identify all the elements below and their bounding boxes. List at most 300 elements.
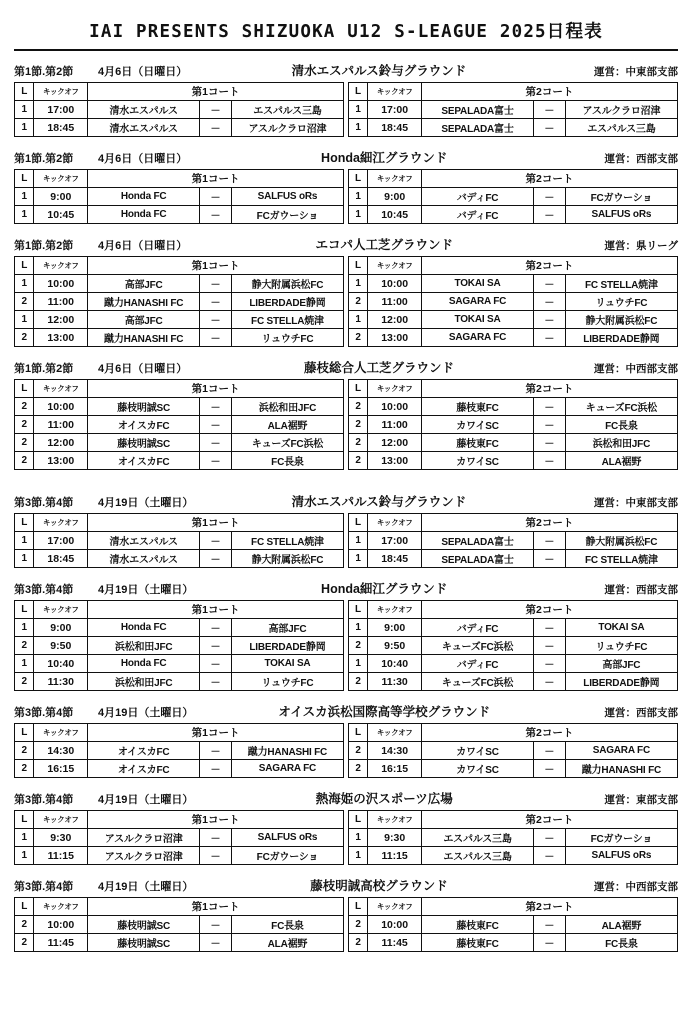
venue-header (14, 579, 678, 597)
league-level: 2 (348, 673, 367, 691)
home-team: Honda FC (88, 619, 200, 637)
kickoff-time: 14:30 (368, 742, 422, 760)
round-label: 第1節.第2節 (14, 66, 74, 78)
league-level: 1 (15, 311, 34, 329)
home-team: SAGARA FC (421, 329, 533, 347)
home-team: オイスカFC (88, 760, 200, 778)
venue-block (14, 148, 678, 224)
header-kickoff-court1: キックオフ (34, 380, 88, 398)
kickoff-time: 13:00 (368, 329, 422, 347)
kickoff-time: 12:00 (368, 434, 422, 452)
away-team: FC STELLA焼津 (565, 550, 677, 568)
league-level: 1 (15, 188, 34, 206)
header-court2: 第2コート (421, 83, 677, 101)
league-level: 2 (348, 934, 367, 952)
header-kickoff-court2: キックオフ (368, 898, 422, 916)
versus-separator: － (200, 619, 232, 637)
table-row (15, 847, 678, 865)
table-row (15, 742, 678, 760)
league-level: 1 (348, 655, 367, 673)
away-team: FC長泉 (565, 416, 677, 434)
header-l-court1: L (15, 898, 34, 916)
league-level: 2 (348, 416, 367, 434)
round-label: 第1節.第2節 (14, 153, 74, 165)
header-l-court1: L (15, 601, 34, 619)
kickoff-time: 18:45 (368, 550, 422, 568)
away-team: LIBERDADE静岡 (565, 673, 677, 691)
table-row (15, 188, 678, 206)
home-team: 藤枝明誠SC (88, 398, 200, 416)
home-team: TOKAI SA (421, 311, 533, 329)
home-team: Honda FC (88, 188, 200, 206)
table-row (15, 416, 678, 434)
home-team: 蹴力HANASHI FC (88, 329, 200, 347)
venue-name: Honda細江グラウンド (321, 151, 448, 165)
kickoff-time: 10:00 (368, 916, 422, 934)
versus-separator: － (200, 398, 232, 416)
table-row (15, 452, 678, 470)
header-l-court2: L (348, 601, 367, 619)
versus-separator: － (534, 206, 566, 224)
organizer-label: 運営：中東部支部 (594, 497, 678, 509)
away-team: 蹴力HANASHI FC (565, 760, 677, 778)
versus-separator: － (200, 934, 232, 952)
league-level: 1 (15, 847, 34, 865)
away-team: 静大附属浜松FC (231, 275, 343, 293)
league-level: 1 (15, 829, 34, 847)
organizer-label: 運営：東部支部 (604, 794, 678, 806)
versus-separator: － (534, 829, 566, 847)
venue-block (14, 702, 678, 778)
home-team: エスパルス三島 (421, 847, 533, 865)
kickoff-time: 9:30 (34, 829, 88, 847)
kickoff-time: 12:00 (34, 311, 88, 329)
header-l-court1: L (15, 724, 34, 742)
league-level: 2 (348, 293, 367, 311)
match-date: 4月19日（土曜日） (98, 584, 194, 596)
header-kickoff-court2: キックオフ (368, 811, 422, 829)
kickoff-time: 12:00 (368, 311, 422, 329)
match-table (14, 513, 678, 568)
league-level: 2 (348, 452, 367, 470)
home-team: Honda FC (88, 655, 200, 673)
away-team: SALFUS oRs (231, 829, 343, 847)
away-team: TOKAI SA (565, 619, 677, 637)
away-team: リュウチFC (231, 329, 343, 347)
versus-separator: － (200, 275, 232, 293)
table-row (15, 434, 678, 452)
home-team: SAGARA FC (421, 293, 533, 311)
kickoff-time: 17:00 (34, 532, 88, 550)
header-l-court2: L (348, 83, 367, 101)
away-team: 高部JFC (565, 655, 677, 673)
away-team: リュウチFC (231, 673, 343, 691)
away-team: FC長泉 (565, 934, 677, 952)
versus-separator: － (200, 329, 232, 347)
versus-separator: － (200, 760, 232, 778)
league-level: 2 (15, 293, 34, 311)
header-court1: 第1コート (88, 380, 344, 398)
versus-separator: － (200, 416, 232, 434)
versus-separator: － (534, 742, 566, 760)
away-team: アスルクラロ沼津 (231, 119, 343, 137)
versus-separator: － (534, 275, 566, 293)
away-team: アスルクラロ沼津 (565, 101, 677, 119)
match-table (14, 169, 678, 224)
venue-header (14, 876, 678, 894)
header-kickoff-court1: キックオフ (34, 257, 88, 275)
away-team: FC STELLA焼津 (565, 275, 677, 293)
header-l-court1: L (15, 83, 34, 101)
league-level: 1 (348, 275, 367, 293)
league-level: 2 (15, 673, 34, 691)
kickoff-time: 13:00 (368, 452, 422, 470)
versus-separator: － (534, 673, 566, 691)
header-court2: 第2コート (421, 257, 677, 275)
away-team: FCガウーショ (231, 847, 343, 865)
away-team: ALA裾野 (565, 916, 677, 934)
header-kickoff-court1: キックオフ (34, 514, 88, 532)
versus-separator: － (534, 655, 566, 673)
home-team: カワイSC (421, 452, 533, 470)
versus-separator: － (200, 916, 232, 934)
match-table (14, 810, 678, 865)
away-team: キューズFC浜松 (231, 434, 343, 452)
venue-name: エコパ人工芝グラウンド (315, 238, 453, 252)
versus-separator: － (200, 532, 232, 550)
home-team: 蹴力HANASHI FC (88, 293, 200, 311)
league-level: 1 (348, 311, 367, 329)
home-team: バディFC (421, 188, 533, 206)
kickoff-time: 11:15 (368, 847, 422, 865)
versus-separator: － (200, 637, 232, 655)
kickoff-time: 18:45 (34, 119, 88, 137)
organizer-label: 運営：中西部支部 (594, 881, 678, 893)
header-kickoff-court2: キックオフ (368, 257, 422, 275)
match-table (14, 600, 678, 691)
league-level: 2 (15, 916, 34, 934)
league-level: 1 (15, 119, 34, 137)
home-team: SEPALADA富士 (421, 532, 533, 550)
kickoff-time: 11:30 (368, 673, 422, 691)
league-level: 2 (15, 637, 34, 655)
versus-separator: － (534, 550, 566, 568)
venue-header (14, 789, 678, 807)
kickoff-time: 12:00 (34, 434, 88, 452)
table-row (15, 119, 678, 137)
venue-header (14, 235, 678, 253)
league-level: 2 (348, 760, 367, 778)
away-team: 蹴力HANASHI FC (231, 742, 343, 760)
home-team: 藤枝明誠SC (88, 434, 200, 452)
venue-name: 藤枝明誠高校グラウンド (310, 879, 448, 893)
home-team: 清水エスパルス (88, 101, 200, 119)
kickoff-time: 9:50 (368, 637, 422, 655)
away-team: FC長泉 (231, 452, 343, 470)
match-date: 4月19日（土曜日） (98, 794, 194, 806)
kickoff-time: 10:00 (34, 275, 88, 293)
venue-name: オイスカ浜松国際高等学校グラウンド (278, 705, 491, 719)
header-l-court1: L (15, 380, 34, 398)
table-row (15, 550, 678, 568)
venue-block (14, 358, 678, 470)
away-team: FCガウーショ (565, 188, 677, 206)
venue-block (14, 492, 678, 568)
league-level: 1 (348, 847, 367, 865)
kickoff-time: 17:00 (368, 101, 422, 119)
league-level: 2 (15, 416, 34, 434)
round-label: 第3節.第4節 (14, 497, 74, 509)
versus-separator: － (200, 655, 232, 673)
round-label: 第3節.第4節 (14, 794, 74, 806)
header-kickoff-court2: キックオフ (368, 514, 422, 532)
home-team: 浜松和田JFC (88, 673, 200, 691)
away-team: SAGARA FC (565, 742, 677, 760)
kickoff-time: 17:00 (368, 532, 422, 550)
league-level: 1 (15, 619, 34, 637)
header-court2: 第2コート (421, 898, 677, 916)
kickoff-time: 10:45 (368, 206, 422, 224)
home-team: バディFC (421, 619, 533, 637)
match-date: 4月19日（土曜日） (98, 881, 194, 893)
league-level: 1 (15, 275, 34, 293)
kickoff-time: 9:30 (368, 829, 422, 847)
kickoff-time: 11:30 (34, 673, 88, 691)
kickoff-time: 11:00 (34, 416, 88, 434)
kickoff-time: 10:40 (34, 655, 88, 673)
kickoff-time: 16:15 (34, 760, 88, 778)
header-kickoff-court2: キックオフ (368, 601, 422, 619)
header-court2: 第2コート (421, 514, 677, 532)
home-team: 浜松和田JFC (88, 637, 200, 655)
match-table (14, 256, 678, 347)
table-row (15, 916, 678, 934)
match-date: 4月6日（日曜日） (98, 153, 188, 165)
away-team: SALFUS oRs (565, 206, 677, 224)
match-table (14, 82, 678, 137)
table-header-row (15, 601, 678, 619)
versus-separator: － (200, 101, 232, 119)
table-header-row (15, 898, 678, 916)
away-team: FC STELLA焼津 (231, 532, 343, 550)
kickoff-time: 10:00 (368, 275, 422, 293)
away-team: 静大附属浜松FC (231, 550, 343, 568)
kickoff-time: 11:45 (34, 934, 88, 952)
table-row (15, 101, 678, 119)
header-l-court1: L (15, 811, 34, 829)
league-level: 1 (348, 619, 367, 637)
header-court1: 第1コート (88, 724, 344, 742)
header-kickoff-court2: キックオフ (368, 170, 422, 188)
header-court1: 第1コート (88, 514, 344, 532)
match-table (14, 379, 678, 470)
away-team: LIBERDADE静岡 (231, 637, 343, 655)
home-team: 清水エスパルス (88, 532, 200, 550)
home-team: 清水エスパルス (88, 550, 200, 568)
match-date: 4月19日（土曜日） (98, 497, 194, 509)
versus-separator: － (534, 101, 566, 119)
versus-separator: － (534, 416, 566, 434)
home-team: 清水エスパルス (88, 119, 200, 137)
kickoff-time: 9:00 (368, 619, 422, 637)
kickoff-time: 14:30 (34, 742, 88, 760)
league-level: 2 (348, 398, 367, 416)
table-row (15, 206, 678, 224)
title-divider (14, 49, 678, 51)
home-team: SEPALADA富士 (421, 101, 533, 119)
table-row (15, 619, 678, 637)
table-row (15, 760, 678, 778)
away-team: エスパルス三島 (231, 101, 343, 119)
versus-separator: － (534, 293, 566, 311)
kickoff-time: 13:00 (34, 329, 88, 347)
home-team: カワイSC (421, 742, 533, 760)
league-level: 2 (15, 398, 34, 416)
table-row (15, 293, 678, 311)
versus-separator: － (200, 119, 232, 137)
match-date: 4月6日（日曜日） (98, 363, 188, 375)
league-level: 1 (348, 188, 367, 206)
away-team: ALA裾野 (565, 452, 677, 470)
home-team: SEPALADA富士 (421, 550, 533, 568)
kickoff-time: 16:15 (368, 760, 422, 778)
away-team: LIBERDADE静岡 (231, 293, 343, 311)
home-team: 藤枝明誠SC (88, 916, 200, 934)
home-team: バディFC (421, 655, 533, 673)
round-label: 第3節.第4節 (14, 881, 74, 893)
versus-separator: － (200, 206, 232, 224)
header-court2: 第2コート (421, 811, 677, 829)
venue-blocks-container (14, 61, 678, 952)
header-court1: 第1コート (88, 83, 344, 101)
header-kickoff-court2: キックオフ (368, 83, 422, 101)
away-team: SALFUS oRs (565, 847, 677, 865)
kickoff-time: 9:00 (368, 188, 422, 206)
venue-name: Honda細江グラウンド (321, 582, 448, 596)
home-team: オイスカFC (88, 452, 200, 470)
away-team: ALA裾野 (231, 934, 343, 952)
header-kickoff-court1: キックオフ (34, 83, 88, 101)
venue-header (14, 148, 678, 166)
away-team: リュウチFC (565, 637, 677, 655)
league-level: 2 (348, 434, 367, 452)
home-team: 藤枝東FC (421, 934, 533, 952)
kickoff-time: 10:40 (368, 655, 422, 673)
venue-header (14, 61, 678, 79)
versus-separator: － (534, 934, 566, 952)
versus-separator: － (200, 847, 232, 865)
league-level: 1 (15, 655, 34, 673)
kickoff-time: 11:00 (34, 293, 88, 311)
venue-name: 熱海姫の沢スポーツ広場 (315, 792, 453, 806)
venue-name: 清水エスパルス鈴与グラウンド (291, 495, 467, 509)
home-team: キューズFC浜松 (421, 673, 533, 691)
away-team: FCガウーショ (565, 829, 677, 847)
away-team: FC STELLA焼津 (231, 311, 343, 329)
organizer-label: 運営：西部支部 (604, 153, 678, 165)
header-kickoff-court1: キックオフ (34, 811, 88, 829)
match-date: 4月19日（土曜日） (98, 707, 194, 719)
header-kickoff-court1: キックオフ (34, 898, 88, 916)
home-team: 高部JFC (88, 275, 200, 293)
header-l-court2: L (348, 380, 367, 398)
header-kickoff-court2: キックオフ (368, 724, 422, 742)
header-court1: 第1コート (88, 257, 344, 275)
versus-separator: － (534, 760, 566, 778)
table-row (15, 655, 678, 673)
table-row (15, 673, 678, 691)
round-label: 第3節.第4節 (14, 584, 74, 596)
versus-separator: － (534, 311, 566, 329)
table-row (15, 311, 678, 329)
kickoff-time: 18:45 (34, 550, 88, 568)
table-row (15, 637, 678, 655)
versus-separator: － (534, 119, 566, 137)
versus-separator: － (200, 434, 232, 452)
header-court1: 第1コート (88, 811, 344, 829)
home-team: TOKAI SA (421, 275, 533, 293)
round-label: 第1節.第2節 (14, 363, 74, 375)
versus-separator: － (534, 398, 566, 416)
home-team: カワイSC (421, 760, 533, 778)
away-team: LIBERDADE静岡 (565, 329, 677, 347)
league-level: 2 (15, 329, 34, 347)
header-court2: 第2コート (421, 601, 677, 619)
home-team: 藤枝東FC (421, 916, 533, 934)
venue-header (14, 492, 678, 510)
versus-separator: － (534, 329, 566, 347)
match-table (14, 723, 678, 778)
away-team: FC長泉 (231, 916, 343, 934)
header-kickoff-court1: キックオフ (34, 170, 88, 188)
league-level: 2 (348, 742, 367, 760)
kickoff-time: 10:45 (34, 206, 88, 224)
kickoff-time: 17:00 (34, 101, 88, 119)
away-team: リュウチFC (565, 293, 677, 311)
header-l-court1: L (15, 170, 34, 188)
header-court1: 第1コート (88, 601, 344, 619)
versus-separator: － (534, 637, 566, 655)
header-l-court2: L (348, 257, 367, 275)
league-level: 1 (15, 206, 34, 224)
header-l-court2: L (348, 170, 367, 188)
league-level: 1 (348, 101, 367, 119)
venue-header (14, 702, 678, 720)
match-table (14, 897, 678, 952)
away-team: ALA裾野 (231, 416, 343, 434)
header-l-court1: L (15, 514, 34, 532)
away-team: FCガウーショ (231, 206, 343, 224)
table-row (15, 829, 678, 847)
kickoff-time: 11:15 (34, 847, 88, 865)
home-team: 藤枝東FC (421, 398, 533, 416)
header-l-court2: L (348, 898, 367, 916)
organizer-label: 運営：県リーグ (604, 240, 678, 252)
table-header-row (15, 380, 678, 398)
header-court2: 第2コート (421, 170, 677, 188)
league-level: 2 (15, 742, 34, 760)
versus-separator: － (200, 550, 232, 568)
match-date: 4月6日（日曜日） (98, 240, 188, 252)
header-l-court2: L (348, 724, 367, 742)
organizer-label: 運営：中東部支部 (594, 66, 678, 78)
versus-separator: － (534, 532, 566, 550)
away-team: TOKAI SA (231, 655, 343, 673)
round-label: 第1節.第2節 (14, 240, 74, 252)
table-header-row (15, 257, 678, 275)
kickoff-time: 10:00 (34, 398, 88, 416)
away-team: 静大附属浜松FC (565, 311, 677, 329)
